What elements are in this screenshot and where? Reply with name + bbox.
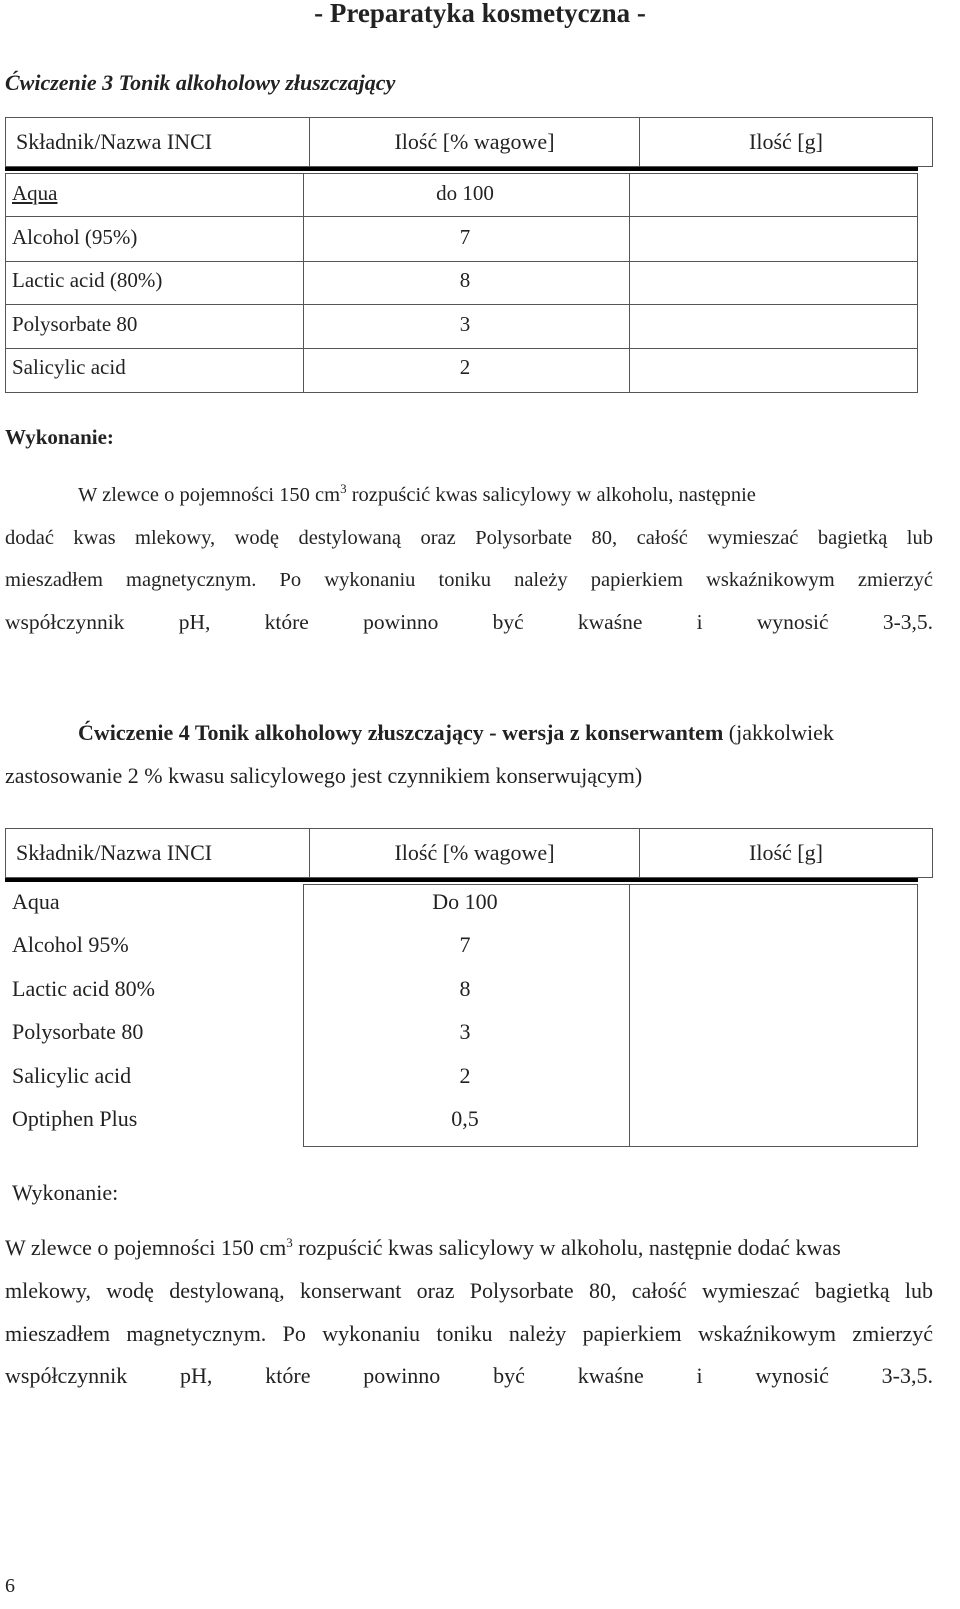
- ex4-row-percent: Do 100: [432, 889, 498, 914]
- ex3-row-percent: 7: [459, 225, 471, 249]
- ex3-row-name: Polysorbate 80: [12, 312, 138, 336]
- ex4-header-ingredient: Składnik/Nazwa INCI: [5, 828, 310, 878]
- ex3-row-percent: 8: [459, 268, 471, 292]
- ex3-procedure-line-4: współczynnik pH, które powinno być kwaśne i wynosić 3-3,5.: [5, 610, 933, 634]
- exercise-4-subtitle: zastosowanie 2 % kwasu salicylowego jest czynnikiem konserwującym): [5, 763, 643, 788]
- ex4-procedure-line-2: mlekowy, wodę destylowaną, konserwant oraz Polysorbate 80, całość wymieszać bagietką lub: [5, 1278, 933, 1303]
- ex3-row-percent: 2: [459, 355, 471, 379]
- ex3-row-name: Alcohol (95%): [12, 225, 138, 249]
- ex4-row-name: Alcohol 95%: [12, 932, 129, 957]
- ex3-procedure-line-2: dodać kwas mlekowy, wodę destylowaną oraz Polysorbate 80, całość wymieszać bagietką lub: [5, 527, 933, 549]
- ex3-procedure-line-1: W zlewce o pojemności 150 $cm^3$ rozpuścić kwas salicylowy w alkoholu, następnie: [78, 481, 756, 506]
- ex3-header-ingredient: Składnik/Nazwa INCI: [5, 117, 310, 167]
- exercise-4-title: Ćwiczenie 4 Tonik alkoholowy złuszczający - wersja z konserwantem (jakkolwiek: [78, 720, 834, 745]
- ex4-row-percent: 2: [459, 1063, 471, 1088]
- ex4-row-percent: 3: [459, 1019, 471, 1044]
- ex3-row-name: Aqua: [12, 181, 58, 205]
- ex3-procedure-line-3: mieszadłem magnetycznym. Po wykonaniu toniku należy papierkiem wskaźnikowym zmierzyć: [5, 569, 933, 591]
- ex4-procedure-line-3: mieszadłem magnetycznym. Po wykonaniu toniku należy papierkiem wskaźnikowym zmierzyć: [5, 1321, 933, 1346]
- ex3-row-percent: do 100: [436, 181, 494, 205]
- ex4-row-name: Salicylic acid: [12, 1063, 132, 1088]
- ex4-row-name: Aqua: [12, 889, 60, 914]
- ex4-header-percent: Ilość [% wagowe]: [309, 828, 640, 878]
- ex4-procedure-label: Wykonanie:: [12, 1180, 119, 1205]
- ex4-row-percent: 0,5: [451, 1106, 479, 1131]
- ex4-row-name: Optiphen Plus: [12, 1106, 138, 1131]
- ex3-header-percent: Ilość [% wagowe]: [309, 117, 640, 167]
- ex3-header-grams: Ilość [g]: [639, 117, 933, 167]
- ex3-procedure-label: Wykonanie:: [5, 425, 114, 449]
- ex4-procedure-line-1: W zlewce o pojemności 150 $cm^3$ rozpuścić kwas salicylowy w alkoholu, następnie dodać kwas: [5, 1235, 841, 1260]
- page-number: 6: [5, 1575, 15, 1597]
- ex4-procedure-line-4: współczynnik pH, które powinno być kwaśne i wynosić 3-3,5.: [5, 1363, 933, 1388]
- ex4-row-percent: 8: [459, 976, 471, 1001]
- ex3-row-name: Lactic acid (80%): [12, 268, 163, 292]
- ex3-row-name: Salicylic acid: [12, 355, 126, 379]
- exercise-3-title: Ćwiczenie 3 Tonik alkoholowy złuszczający: [5, 70, 396, 95]
- ex4-row-name: Lactic acid 80%: [12, 976, 155, 1001]
- ex3-row-percent: 3: [459, 312, 471, 336]
- ex4-row-name: Polysorbate 80: [12, 1019, 144, 1044]
- ex4-row-percent: 7: [459, 932, 471, 957]
- page-title: - Preparatyka kosmetyczna -: [314, 0, 646, 28]
- ex4-header-grams: Ilość [g]: [639, 828, 933, 878]
